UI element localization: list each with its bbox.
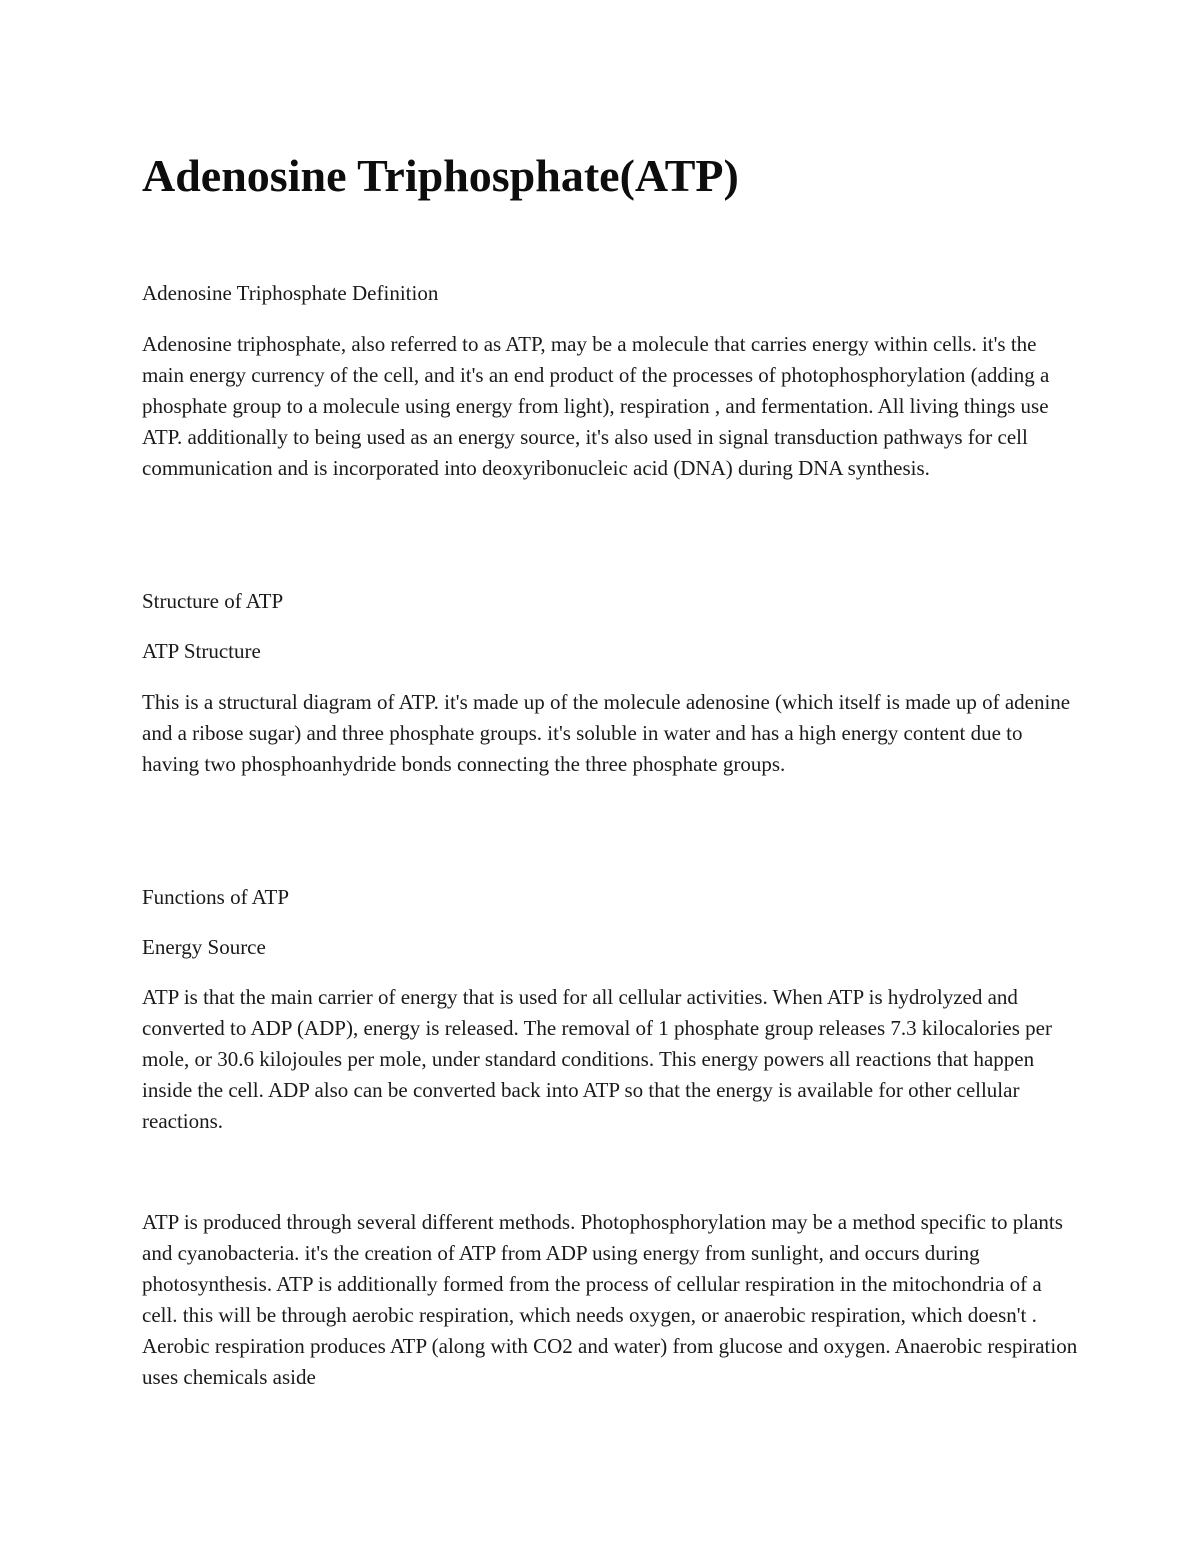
paragraph-energy-source: ATP is that the main carrier of energy that is used for all cellular activities. When ATP is hydrolyzed and converted to ADP (ADP), energy is released. The removal of 1 phosphate group releases 7.3 kilocalories per mole, or 30.6 kilojoules per mole, under standard conditions. This energy powers all reactions that happen inside the cell. ADP also can be converted back into ATP so that the energy is available for other cellular reactions. — [142, 985, 1052, 1133]
document-title: Adenosine Triphosphate(ATP) — [142, 150, 739, 201]
subheading-atp-structure: ATP Structure — [142, 639, 261, 663]
paragraph-atp-production: ATP is produced through several different methods. Photophosphorylation may be a method specific to plants and cyanobacteria. it's the creation of ATP from ADP using energy from sunlight, and occurs during photosynthesis. ATP is additionally formed from the process of cellular respiration in the mitochondria of a cell. this will be through aerobic respiration, which needs oxygen, or anaerobic respiration, which doesn't . Aerobic respiration produces ATP (along with CO2 and water) from glucose and oxygen. Anaerobic respiration uses chemicals aside — [142, 1210, 1078, 1389]
heading-definition: Adenosine Triphosphate Definition — [142, 281, 439, 305]
paragraph-structure: This is a structural diagram of ATP. it's made up of the molecule adenosine (which itself is made up of adenine and a ribose sugar) and three phosphate groups. it's soluble in water and has a high energy content due to having two phosphoanhydride bonds connecting the three phosphate groups. — [142, 690, 1071, 776]
heading-functions: Functions of ATP — [142, 885, 290, 909]
subheading-energy-source: Energy Source — [142, 935, 266, 959]
paragraph-definition: Adenosine triphosphate, also referred to as ATP, may be a molecule that carries energy within cells. it's the main energy currency of the cell, and it's an end product of the processes of photophosphorylation (adding a phosphate group to a molecule using energy from light), respiration , and fermentation. All living things use ATP. additionally to being used as an energy source, it's also used in signal transduction pathways for cell communication and is incorporated into deoxyribonucleic acid (DNA) during DNA synthesis. — [142, 332, 1050, 480]
heading-structure: Structure of ATP — [142, 589, 284, 613]
